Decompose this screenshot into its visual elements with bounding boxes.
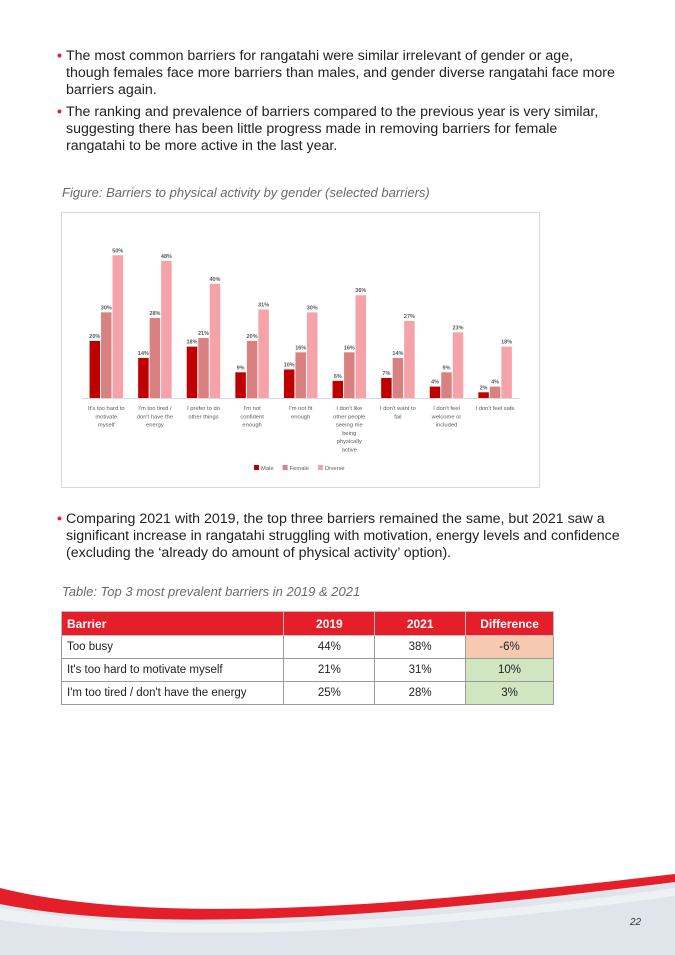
column-header-barrier: Barrier — [62, 612, 284, 636]
category-label: physically — [336, 439, 362, 446]
legend-label: Male — [261, 466, 274, 472]
bullet-text: The most common barriers for rangatahi were similar irrelevant of gender or age, though females face more barriers than males, and gender diverse rangatahi face more barriers again. — [66, 48, 615, 98]
data-label: 50% — [112, 248, 124, 255]
data-label: 28% — [149, 311, 161, 318]
column-header-2019: 2019 — [284, 612, 375, 636]
category-label: confident — [240, 414, 264, 421]
data-label: 21% — [197, 331, 210, 338]
category-label: enough — [291, 414, 311, 421]
category-label: other things — [188, 414, 219, 421]
bullet-item — [57, 48, 617, 99]
bar-diverse — [113, 255, 124, 398]
category-label: motivate — [95, 414, 118, 421]
category-label: I'm not fit — [289, 406, 313, 412]
data-label: 4% — [431, 379, 439, 386]
data-label: 31% — [258, 302, 270, 309]
table-row — [62, 636, 554, 659]
bar-diverse — [307, 312, 318, 398]
data-label: 6% — [333, 373, 342, 380]
table-row — [62, 682, 554, 705]
category-label: seeing me — [335, 422, 363, 429]
bar-male — [333, 381, 344, 398]
bar-female — [247, 341, 258, 398]
legend-label: Diverse — [325, 466, 345, 472]
table-header-row — [62, 612, 554, 636]
category-label: being — [342, 430, 357, 437]
bar-diverse — [404, 321, 415, 398]
bar-diverse — [356, 295, 367, 398]
legend-swatch-female — [283, 465, 288, 470]
difference-cell: -6% — [466, 636, 554, 659]
data-label: 16% — [295, 345, 307, 352]
bar-male — [235, 372, 246, 398]
category-label: I'm not — [243, 406, 261, 412]
bar-male — [381, 378, 392, 398]
bar-diverse — [161, 261, 172, 398]
bar-female — [441, 372, 452, 398]
bar-male — [187, 347, 198, 398]
bar-male — [284, 369, 295, 398]
data-label: 20% — [246, 333, 258, 340]
category-label: welcome or — [431, 414, 462, 421]
bar-female — [490, 387, 501, 398]
bullet-marker: • — [57, 48, 62, 64]
data-label: 30% — [100, 305, 112, 312]
data-label: 7% — [382, 371, 391, 378]
value-2021-cell: 28% — [375, 682, 466, 705]
data-label: 40% — [209, 276, 221, 283]
bar-diverse — [258, 310, 269, 398]
bar-male — [478, 392, 489, 398]
column-header-2021: 2021 — [375, 612, 466, 636]
bullet-text: The ranking and prevalence of barriers compared to the previous year is very similar, suggesting there has been little progress made in removing barriers for female rangatahi to be more active in the last year. — [66, 104, 599, 154]
bullet-item — [57, 511, 627, 562]
data-label: 20% — [89, 333, 101, 340]
barrier-cell: Too busy — [62, 636, 284, 659]
category-label: I don't feel — [433, 406, 460, 412]
category-label: I don't feel safe — [475, 406, 515, 412]
data-label: 14% — [137, 351, 149, 358]
data-label: 16% — [343, 345, 355, 352]
bar-diverse — [453, 332, 464, 398]
category-label: enough — [242, 422, 262, 429]
data-label: 48% — [160, 253, 172, 260]
value-2021-cell: 31% — [375, 659, 466, 682]
figure-caption: Figure: Barriers to physical activity by gender (selected barriers) — [62, 185, 430, 200]
data-label: 2% — [479, 385, 488, 392]
data-label: 27% — [403, 313, 415, 320]
value-2019-cell: 25% — [284, 682, 375, 705]
bar-female — [344, 352, 355, 398]
barriers-table — [61, 611, 554, 705]
bar-male — [138, 358, 149, 398]
data-label: 9% — [236, 365, 245, 372]
data-label: 14% — [392, 351, 404, 358]
data-label: 30% — [306, 305, 318, 312]
bar-female — [393, 358, 404, 398]
page-number: 22 — [630, 917, 642, 928]
data-label: 9% — [442, 365, 451, 372]
barrier-cell: I'm too tired / don't have the energy — [62, 682, 284, 705]
bar-female — [101, 312, 112, 398]
comparison-bullet — [57, 511, 627, 567]
bullet-text: Comparing 2021 with 2019, the top three barriers remained the same, but 2021 saw a significant increase in rangatahi struggling with motivation, energy levels and confidence (excluding the ‘already do amount of physical activity’ option). — [66, 511, 620, 561]
intro-bullets — [57, 48, 617, 160]
category-label: included — [435, 422, 458, 429]
value-2021-cell: 38% — [375, 636, 466, 659]
category-label: don't have the — [136, 414, 174, 421]
data-label: 10% — [283, 362, 295, 369]
footer-wave-decoration — [0, 860, 675, 955]
category-label: It's too hard to — [88, 406, 125, 412]
bullet-item — [57, 104, 617, 155]
data-label: 36% — [355, 288, 367, 295]
category-label: energy — [146, 422, 164, 429]
barrier-cell: It's too hard to motivate myself — [62, 659, 284, 682]
legend-swatch-male — [254, 465, 259, 470]
table-caption: Table: Top 3 most prevalent barriers in 2019 & 2021 — [62, 584, 361, 599]
data-label: 18% — [501, 339, 513, 346]
bar-male — [90, 341, 101, 398]
category-label: other people — [333, 414, 366, 421]
bullet-marker: • — [57, 104, 62, 120]
table-row — [62, 659, 554, 682]
category-label: I don't like — [336, 406, 363, 412]
difference-cell: 10% — [466, 659, 554, 682]
data-label: 18% — [186, 339, 198, 346]
data-label: 4% — [491, 379, 500, 386]
barriers-chart — [61, 212, 540, 488]
value-2019-cell: 44% — [284, 636, 375, 659]
column-header-difference: Difference — [466, 612, 554, 636]
category-label: myself — [97, 422, 115, 429]
value-2019-cell: 21% — [284, 659, 375, 682]
category-label: I'm too tired / — [138, 406, 172, 412]
difference-cell: 3% — [466, 682, 554, 705]
bar-female — [198, 338, 209, 398]
bar-diverse — [210, 284, 221, 398]
bar-diverse — [501, 347, 512, 398]
legend-swatch-diverse — [318, 465, 323, 470]
bullet-marker: • — [57, 511, 62, 527]
bar-female — [295, 352, 306, 398]
legend-label: Female — [289, 466, 309, 472]
bar-female — [150, 318, 161, 398]
data-label: 23% — [452, 325, 464, 332]
bar-male — [430, 387, 441, 398]
category-label: fail — [394, 414, 402, 421]
category-label: I don't want to — [379, 406, 416, 412]
category-label: active — [341, 447, 357, 454]
chart-canvas — [62, 213, 541, 489]
category-label: I prefer to do — [187, 406, 220, 412]
